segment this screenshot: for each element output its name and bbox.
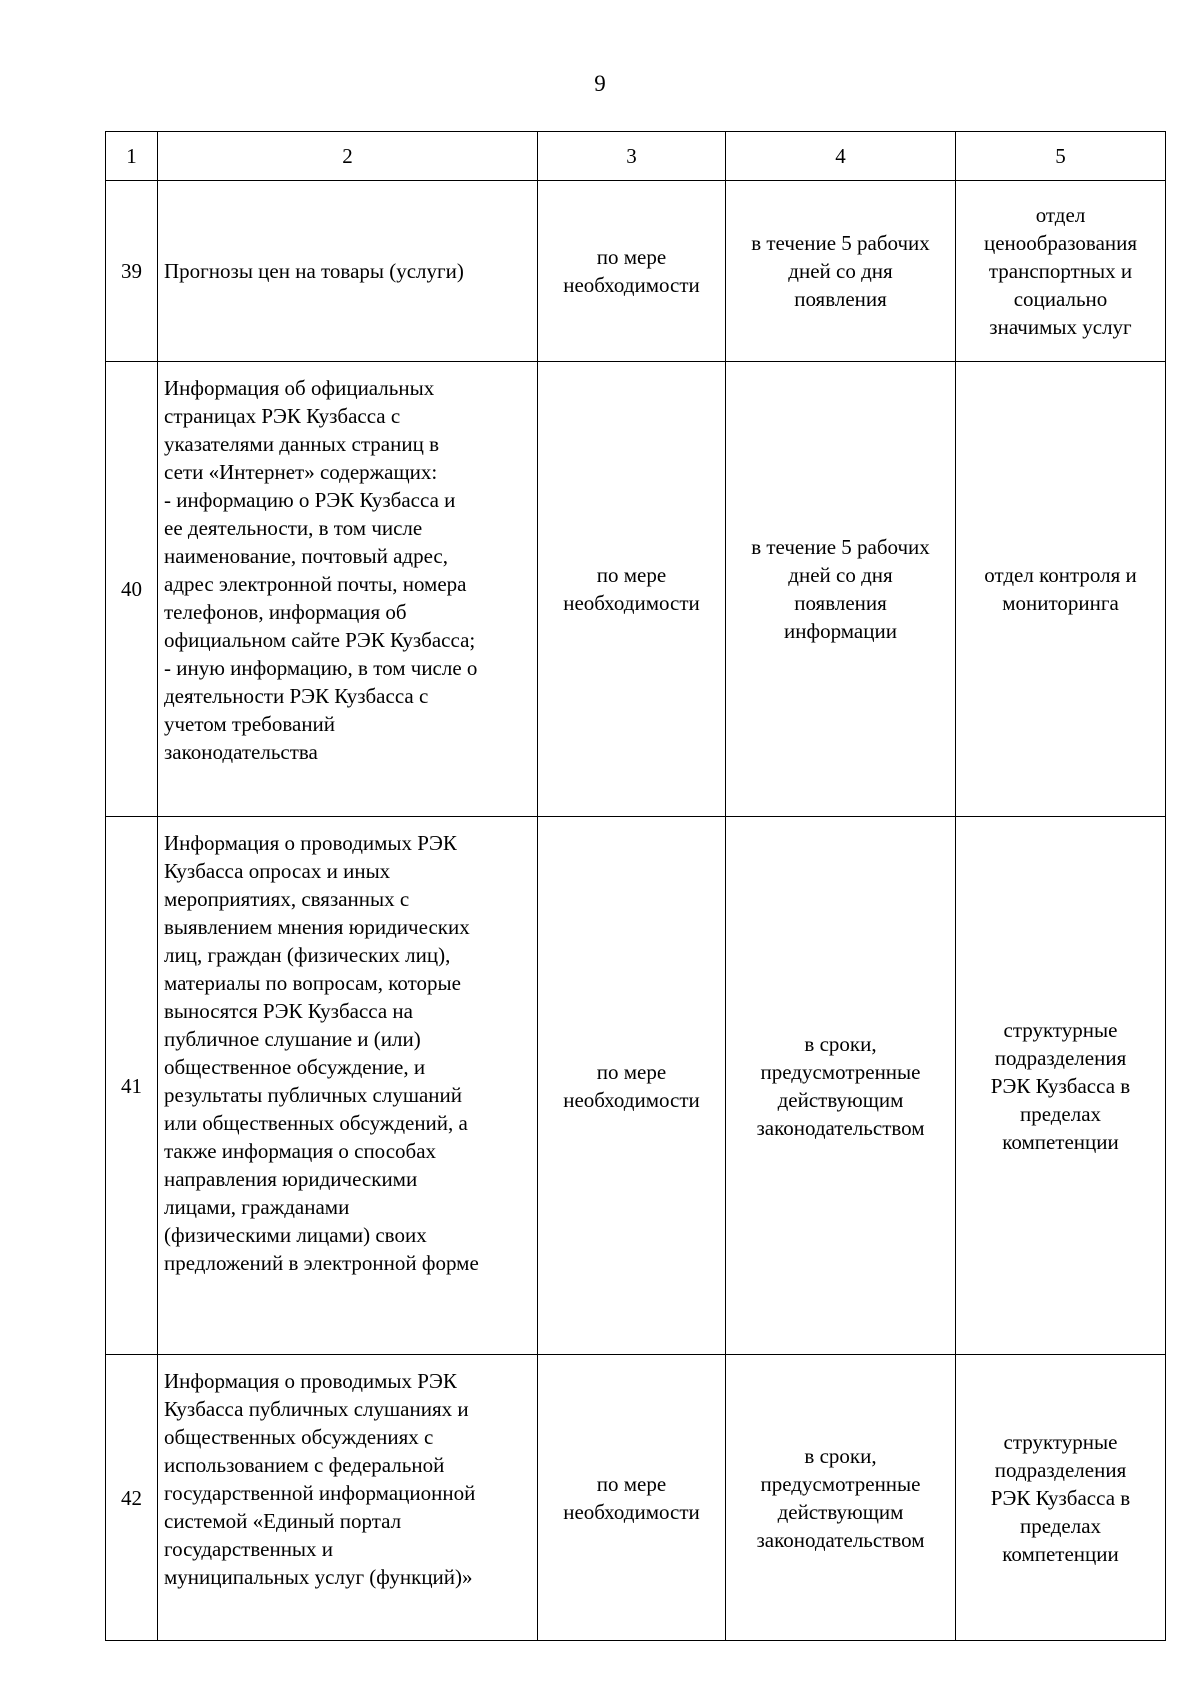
header-cell-2: 2 — [158, 132, 538, 181]
row-frequency: по мере необходимости — [538, 817, 726, 1355]
row-description: Прогнозы цен на товары (услуги) — [158, 181, 538, 362]
table-row — [106, 362, 1166, 817]
header-cell-4: 4 — [726, 132, 956, 181]
row-responsible: структурные подразделения РЭК Кузбасса в пределах компетенции — [956, 817, 1166, 1355]
header-cell-1: 1 — [106, 132, 158, 181]
row-number: 39 — [106, 181, 158, 362]
table-header-row — [106, 132, 1166, 181]
header-cell-3: 3 — [538, 132, 726, 181]
row-frequency: по мере необходимости — [538, 362, 726, 817]
row-description: Информация об официальных страницах РЭК Кузбасса с указателями данных страниц в сети «Интернет» содержащих: - информацию о РЭК Кузбасса и ее деятельности, в том числе наименование, почтовый адрес, адрес электронной почты, номера телефонов, информация об официальном сайте РЭК Кузбасса; - иную информацию, в том числе о деятельности РЭК Кузбасса с учетом требований законодательства — [158, 362, 538, 817]
row-number: 40 — [106, 362, 158, 817]
row-deadline: в течение 5 рабочих дней со дня появления — [726, 181, 956, 362]
row-description: Информация о проводимых РЭК Кузбасса опросах и иных мероприятиях, связанных с выявлением мнения юридических лиц, граждан (физических лиц), материалы по вопросам, которые выносятся РЭК Кузбасса на публичное слушание и (или) общественное обсуждение, и результаты публичных слушаний или общественных обсуждений, а также информация о способах направления юридическими лицами, гражданами (физическими лицами) своих предложений в электронной форме — [158, 817, 538, 1355]
row-deadline: в сроки, предусмотренные действующим законодательством — [726, 1355, 956, 1641]
row-deadline: в течение 5 рабочих дней со дня появления информации — [726, 362, 956, 817]
table-row — [106, 181, 1166, 362]
row-frequency: по мере необходимости — [538, 1355, 726, 1641]
row-deadline: в сроки, предусмотренные действующим законодательством — [726, 817, 956, 1355]
row-responsible: структурные подразделения РЭК Кузбасса в пределах компетенции — [956, 1355, 1166, 1641]
row-responsible: отдел контроля и мониторинга — [956, 362, 1166, 817]
page-number: 9 — [594, 71, 606, 96]
table-row — [106, 1355, 1166, 1641]
row-number: 42 — [106, 1355, 158, 1641]
row-frequency: по мере необходимости — [538, 181, 726, 362]
row-description: Информация о проводимых РЭК Кузбасса публичных слушаниях и общественных обсуждениях с использованием с федеральной государственной информационной системой «Единый портал государственных и муниципальных услуг (функций)» — [158, 1355, 538, 1641]
information-table — [105, 131, 1166, 1641]
header-cell-5: 5 — [956, 132, 1166, 181]
row-number: 41 — [106, 817, 158, 1355]
row-responsible: отдел ценообразования транспортных и социально значимых услуг — [956, 181, 1166, 362]
table-row — [106, 817, 1166, 1355]
